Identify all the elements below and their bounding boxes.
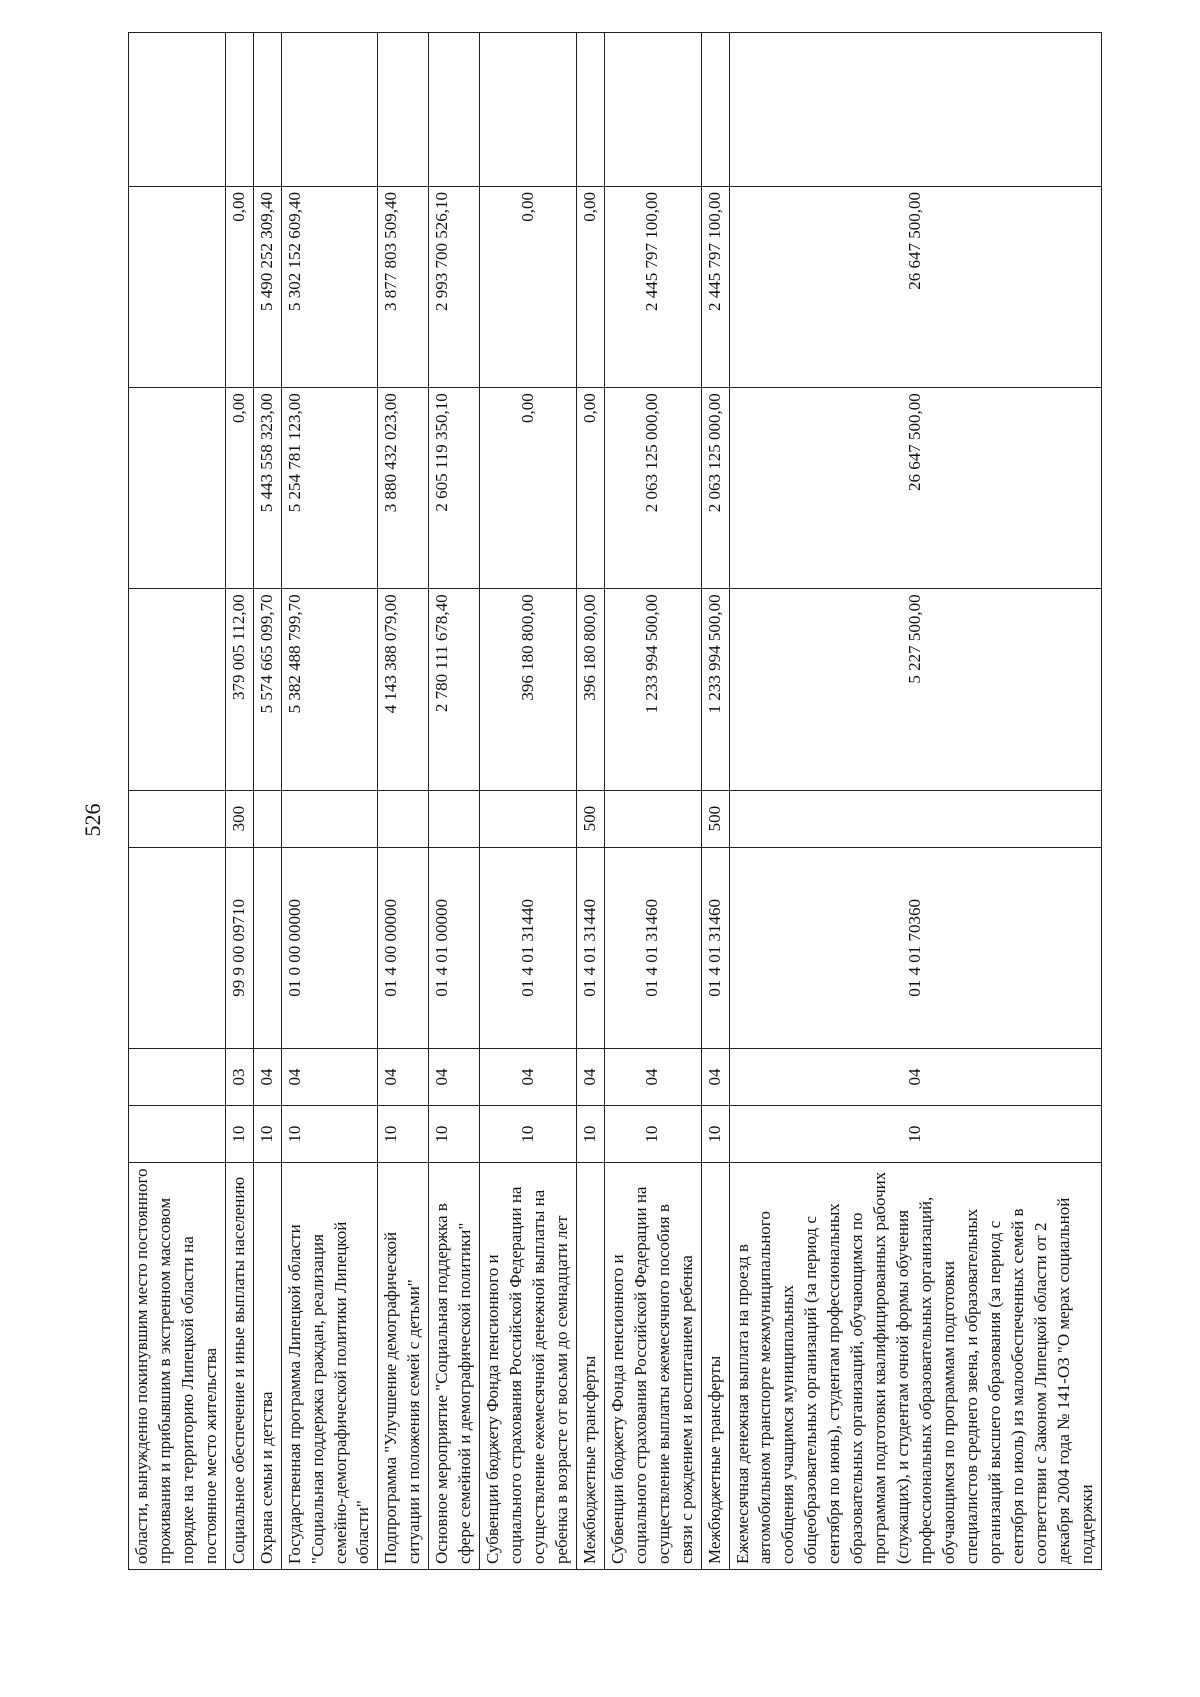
amount-cell-3: 5 490 252 309,40 <box>253 187 281 388</box>
subsection-code-cell: 04 <box>576 1048 604 1105</box>
table-row <box>729 33 1101 1570</box>
amount-cell-4 <box>225 33 253 187</box>
section-code-cell <box>129 1106 226 1163</box>
amount-cell-2: 2 063 125 000,00 <box>701 388 729 589</box>
subsection-code-cell: 04 <box>281 1048 378 1105</box>
subsection-code-cell: 04 <box>604 1048 701 1105</box>
amount-cell-1: 1 233 994 500,00 <box>701 589 729 790</box>
amount-cell-3: 0,00 <box>480 187 577 388</box>
amount-cell-4 <box>701 33 729 187</box>
amount-cell-1: 4 143 388 079,00 <box>378 589 429 790</box>
expense-type-cell: 500 <box>701 790 729 847</box>
amount-cell-2: 26 647 500,00 <box>729 388 1101 589</box>
section-code-cell: 10 <box>429 1106 480 1163</box>
target-article-cell: 01 4 01 31460 <box>604 847 701 1048</box>
amount-cell-2: 5 254 781 123,00 <box>281 388 378 589</box>
expense-type-cell <box>729 790 1101 847</box>
amount-cell-3: 0,00 <box>576 187 604 388</box>
row-name-cell: Подпрограмма "Улучшение демографической ситуации и положения семей с детьми" <box>378 1163 429 1570</box>
target-article-cell: 01 0 00 00000 <box>281 847 378 1048</box>
section-code-cell: 10 <box>576 1106 604 1163</box>
row-name-cell: Охрана семьи и детства <box>253 1163 281 1570</box>
table-row <box>129 33 226 1570</box>
amount-cell-4 <box>576 33 604 187</box>
row-name-cell: Субвенции бюджету Фонда пенсионного и социального страхования Российской Федерации на осуществление ежемесячной денежной выплаты на ребенка в возрасте от восьми до семнадцати лет <box>480 1163 577 1570</box>
amount-cell-1: 396 180 800,00 <box>480 589 577 790</box>
rotated-content <box>80 30 1110 1630</box>
row-name-cell: Субвенции бюджету Фонда пенсионного и социального страхования Российской Федерации на осуществление выплаты ежемесячного пособия в связи с рождением и воспитанием ребенка <box>604 1163 701 1570</box>
amount-cell-3: 2 993 700 526,10 <box>429 187 480 388</box>
amount-cell-2: 0,00 <box>480 388 577 589</box>
amount-cell-2: 0,00 <box>225 388 253 589</box>
amount-cell-4 <box>281 33 378 187</box>
target-article-cell <box>253 847 281 1048</box>
table-row <box>480 33 577 1570</box>
section-code-cell: 10 <box>225 1106 253 1163</box>
section-code-cell: 10 <box>604 1106 701 1163</box>
table-row <box>429 33 480 1570</box>
amount-cell-3: 3 877 803 509,40 <box>378 187 429 388</box>
table-row <box>225 33 253 1570</box>
amount-cell-2: 2 063 125 000,00 <box>604 388 701 589</box>
expense-type-cell <box>129 790 226 847</box>
target-article-cell: 99 9 00 09710 <box>225 847 253 1048</box>
amount-cell-1: 1 233 994 500,00 <box>604 589 701 790</box>
section-code-cell: 10 <box>729 1106 1101 1163</box>
target-article-cell: 01 4 01 31440 <box>480 847 577 1048</box>
amount-cell-1: 5 227 500,00 <box>729 589 1101 790</box>
table-row <box>378 33 429 1570</box>
amount-cell-1: 5 382 488 799,70 <box>281 589 378 790</box>
page-number: 526 <box>80 803 105 837</box>
amount-cell-2: 5 443 558 323,00 <box>253 388 281 589</box>
amount-cell-4 <box>729 33 1101 187</box>
target-article-cell <box>129 847 226 1048</box>
row-name-cell: Межбюджетные трансферты <box>576 1163 604 1570</box>
amount-cell-2: 3 880 432 023,00 <box>378 388 429 589</box>
target-article-cell: 01 4 01 31440 <box>576 847 604 1048</box>
row-name-cell: Ежемесячная денежная выплата на проезд в автомобильном транспорте межмуниципального сообщения учащимся муниципальных общеобразовательных организаций (за период с сентября по июнь), студентам профессиональных образовательных организаций, обучающимся по программам подготовки квалифицированных рабочих (служащих), и студентам очной формы обучения профессиональных образовательных организаций, обучающимся по программам подготовки специалистов среднего звена, и образовательных организаций высшего образования (за период с сентября по июль) из малообеспеченных семей в соответствии с Законом Липецкой области от 2 декабря 2004 года № 141-ОЗ "О мерах социальной поддержки <box>729 1163 1101 1570</box>
table-row <box>281 33 378 1570</box>
amount-cell-4 <box>253 33 281 187</box>
row-name-cell: Межбюджетные трансферты <box>701 1163 729 1570</box>
amount-cell-4 <box>480 33 577 187</box>
budget-table <box>128 32 1102 1570</box>
amount-cell-3: 26 647 500,00 <box>729 187 1101 388</box>
table-body <box>129 33 1102 1570</box>
amount-cell-4 <box>378 33 429 187</box>
row-name-cell: Основное мероприятие "Социальная поддержка в сфере семейной и демографической политики" <box>429 1163 480 1570</box>
amount-cell-1: 379 005 112,00 <box>225 589 253 790</box>
row-name-cell: области, вынужденно покинувшим место постоянного проживания и прибывшим в экстренном массовом порядке на территорию Липецкой области на постоянное место жительства <box>129 1163 226 1570</box>
target-article-cell: 01 4 01 00000 <box>429 847 480 1048</box>
amount-cell-4 <box>129 33 226 187</box>
table-row <box>576 33 604 1570</box>
target-article-cell: 01 4 01 31460 <box>701 847 729 1048</box>
subsection-code-cell: 04 <box>701 1048 729 1105</box>
expense-type-cell: 300 <box>225 790 253 847</box>
amount-cell-1: 396 180 800,00 <box>576 589 604 790</box>
amount-cell-1: 2 780 111 678,40 <box>429 589 480 790</box>
amount-cell-1: 5 574 665 099,70 <box>253 589 281 790</box>
expense-type-cell: 500 <box>576 790 604 847</box>
amount-cell-4 <box>604 33 701 187</box>
expense-type-cell <box>253 790 281 847</box>
amount-cell-2 <box>129 388 226 589</box>
section-code-cell: 10 <box>701 1106 729 1163</box>
row-name-cell: Социальное обеспечение и иные выплаты населению <box>225 1163 253 1570</box>
amount-cell-4 <box>429 33 480 187</box>
subsection-code-cell: 03 <box>225 1048 253 1105</box>
expense-type-cell <box>429 790 480 847</box>
expense-type-cell <box>604 790 701 847</box>
subsection-code-cell: 04 <box>429 1048 480 1105</box>
table-row <box>604 33 701 1570</box>
expense-type-cell <box>378 790 429 847</box>
target-article-cell: 01 4 00 00000 <box>378 847 429 1048</box>
row-name-cell: Государственная программа Липецкой области "Социальная поддержка граждан, реализация семейно-демографической политики Липецкой области" <box>281 1163 378 1570</box>
subsection-code-cell: 04 <box>480 1048 577 1105</box>
subsection-code-cell: 04 <box>729 1048 1101 1105</box>
amount-cell-3 <box>129 187 226 388</box>
section-code-cell: 10 <box>378 1106 429 1163</box>
subsection-code-cell: 04 <box>378 1048 429 1105</box>
amount-cell-3: 0,00 <box>225 187 253 388</box>
target-article-cell: 01 4 01 70360 <box>729 847 1101 1048</box>
amount-cell-2: 0,00 <box>576 388 604 589</box>
section-code-cell: 10 <box>253 1106 281 1163</box>
expense-type-cell <box>480 790 577 847</box>
table-row <box>701 33 729 1570</box>
amount-cell-3: 2 445 797 100,00 <box>604 187 701 388</box>
amount-cell-3: 5 302 152 609,40 <box>281 187 378 388</box>
amount-cell-3: 2 445 797 100,00 <box>701 187 729 388</box>
amount-cell-2: 2 605 119 350,10 <box>429 388 480 589</box>
subsection-code-cell: 04 <box>253 1048 281 1105</box>
subsection-code-cell <box>129 1048 226 1105</box>
amount-cell-1 <box>129 589 226 790</box>
table-row <box>253 33 281 1570</box>
section-code-cell: 10 <box>281 1106 378 1163</box>
section-code-cell: 10 <box>480 1106 577 1163</box>
expense-type-cell <box>281 790 378 847</box>
